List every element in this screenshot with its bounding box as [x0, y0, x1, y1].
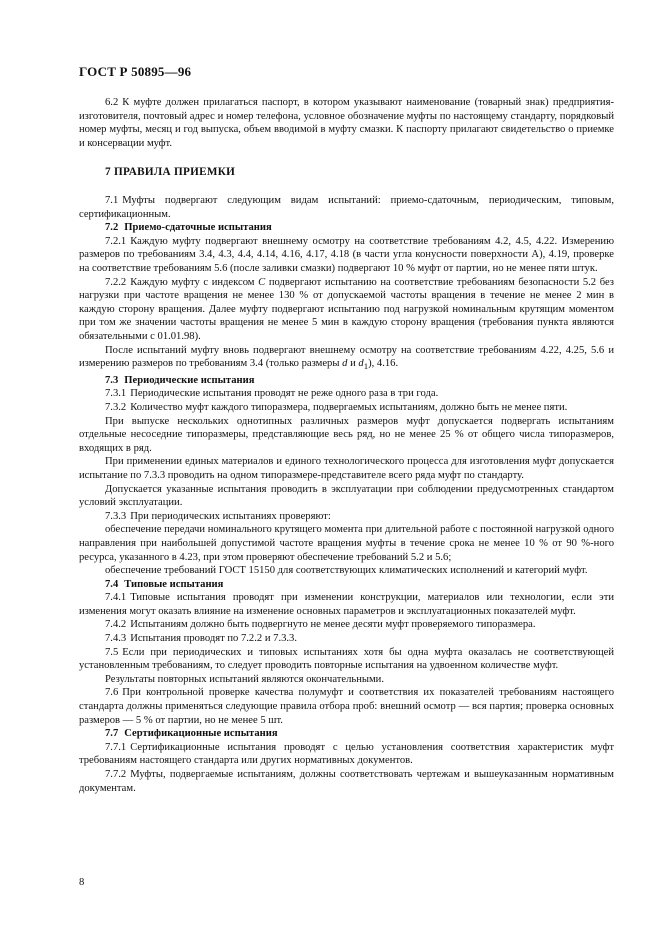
section-heading: 7 ПРАВИЛА ПРИЕМКИ — [105, 166, 236, 179]
paragraph-text: При контрольной проверке качества полумуфт и соответствия их показателей требованиям настоящего стандарта должны применяться следующие правила отбора проб: внешний осмотр — вся партия; проверка основных размеров — 5 % от партии, но не менее 5 шт. — [79, 687, 614, 726]
paragraph-number: 7.3.2 — [105, 401, 127, 413]
paragraph-text: Сертификационные испытания проводят с целью установления соответствия характеристик муфт требованиям настоящего стандарта или других нормативных документов. — [79, 741, 614, 767]
paragraph-7-5 — [79, 646, 614, 673]
paragraph-number: 7.4.3 — [105, 633, 127, 645]
paragraph-7-3-1 — [79, 387, 614, 401]
paragraph-number: 7.4.2 — [105, 619, 127, 631]
subsection-number: 7.3 — [105, 374, 119, 386]
paragraph-7-3-2-c: При применении единых материалов и единого технологического процесса для изготовления муфт допускается испытание по 7.3.3 проводить на одном типоразмере-представителе всего ряда муфт по стандарту. — [79, 456, 614, 481]
subsection-heading-7-4 — [79, 578, 614, 592]
paragraph-number: 7.1 — [105, 194, 119, 206]
document-header: ГОСТ Р 50895—96 — [79, 64, 192, 79]
paragraph-text: Испытания проводят по 7.2.2 и 7.3.3. — [130, 633, 297, 645]
paragraph-text: Муфты подвергают следующим видам испытаний: приемо-сдаточным, периодическим, типовым, сертификационным. — [79, 194, 614, 220]
conjunction: и — [347, 358, 359, 370]
paragraph-7-3-2 — [79, 401, 614, 415]
paragraph-7-7-2 — [79, 768, 614, 795]
paragraph-7-2-1 — [79, 235, 614, 276]
subsection-number: 7.7 — [105, 728, 119, 740]
paragraph-number: 7.4.1 — [105, 592, 127, 604]
paragraph-6-2 — [79, 96, 614, 150]
paragraph-number: 6.2 — [105, 97, 119, 108]
paragraph-number: 7.2.1 — [105, 235, 127, 247]
paragraph-number: 7.3.1 — [105, 388, 127, 400]
paragraph-text-a: Каждую муфту с индексом — [130, 276, 259, 288]
paragraph-text: Количество муфт каждого типоразмера, подвергаемых испытаниям, должно быть не менее пяти. — [130, 401, 568, 413]
paragraph-7-4-3 — [79, 632, 614, 646]
subsection-heading-7-7 — [79, 727, 614, 741]
paragraph-number: 7.2.2 — [105, 276, 127, 288]
paragraph-7-6 — [79, 686, 614, 727]
subsection-title: Типовые испытания — [124, 578, 224, 590]
subsection-heading-7-3 — [79, 374, 614, 388]
paragraph-text-b: ), 4.16. — [368, 358, 399, 370]
paragraph-number: 7.6 — [105, 687, 119, 699]
subsection-number: 7.2 — [105, 222, 119, 234]
dimension-d1-subscript: 1 — [363, 361, 369, 372]
subsection-title: Сертификационные испытания — [124, 728, 278, 740]
paragraph-text: Если при периодических и типовых испытаниях хотя бы одна муфта оказалась не соответствующей установленным требованиям, то следует проводить повторные испытания на удвоенном количестве муфт. — [79, 646, 614, 672]
index-letter: С — [258, 276, 266, 288]
paragraph-text: Периодические испытания проводят не реже одного раза в три года. — [130, 388, 439, 400]
paragraph-7-2-2 — [79, 276, 614, 344]
subsection-number: 7.4 — [105, 578, 119, 590]
paragraph-text-b: подвергают испытанию на соответствие требованиям безопасности 5.2 без нагрузки при частоте вращения не менее 130 % от допускаемой частоты вращения в течение не менее 2 мин в каждую сторону вращения. Далее муфту подвергают испытанию под нагрузкой номинальным крутящим моментом при том же значении частоты вращения не менее 5 мин в каждую сторону вращения (требования пункта являются обязательными с 01.01.98). — [79, 276, 614, 342]
paragraph-7-3-2-b: При выпуске нескольких однотипных различных размеров муфт допускается подвергать испытаниям отдельные несоседние типоразмеры, представляющие весь ряд, но не менее 25 % от общего числа типоразмеров, входящих в ряд. — [79, 415, 614, 454]
page-number: 8 — [79, 877, 85, 888]
paragraph-number: 7.3.3 — [105, 510, 127, 522]
paragraph-text: Каждую муфту подвергают внешнему осмотру на соответствие требованиям 4.2, 4.5, 4.22. Измерению размеров по требованиям 3.4, 4.3, 4.4, 4.14, 4.16, 4.17, 4.18 (в части угла конусности поверхности А), 4.19, проверке на соответствие требованиям 5.6 (после заливки смазки) подвергают 10 % муфт от партии, но не менее пяти штук. — [79, 235, 614, 274]
paragraph-7-3-3-a: обеспечение передачи номинального крутящего момента при длительной работе с постоянной нагрузкой одного направления при наибольшей допустимой частоте вращения муфты в течение срока не менее 10 % от 90 %-ного ресурса, указанного в 4.23, при этом проверяют обеспечение требований 5.2 и 5.6; — [79, 524, 614, 563]
paragraph-text: Испытаниям должно быть подвергнуто не менее десяти муфт проверяемого типоразмера. — [130, 619, 536, 631]
paragraph-text: К муфте должен прилагаться паспорт, в котором указывают наименование (товарный знак) предприятия-изготовителя, почтовый адрес и номер телефона, условное обозначение муфты по настоящему стандарту, порядковый номер муфты, месяц и год выпуска, объем вводимой в муфту смазки. К паспорту прилагают свидетельство о приемке и консервации муфт. — [79, 97, 614, 149]
paragraph-7-3-3 — [79, 510, 614, 524]
subsection-title: Периодические испытания — [124, 374, 255, 386]
dimension-d: d — [342, 358, 348, 370]
document-body — [79, 96, 614, 795]
paragraph-7-1 — [79, 194, 614, 221]
paragraph-after-tests — [79, 344, 614, 374]
paragraph-text-a: После испытаний муфту вновь подвергают внешнему осмотру на соответствие требованиям 4.22, 4.25, 5.6 и измерению размеров по требованиям 3.4 (только размеры — [79, 344, 614, 370]
paragraph-7-3-2-d: Допускается указанные испытания проводить в эксплуатации при соблюдении предусмотренных стандартом условий эксплуатации. — [79, 483, 614, 509]
paragraph-number: 7.5 — [105, 646, 119, 658]
dimension-d1: d — [358, 358, 364, 370]
paragraph-7-5-b: Результаты повторных испытаний являются окончательными. — [105, 673, 385, 685]
paragraph-7-7-1 — [79, 741, 614, 768]
paragraph-text: Типовые испытания проводят при изменении конструкции, материалов или технологии, если эти изменения могут оказать влияние на изменение основных параметров и эксплуатационных показателей муфт. — [79, 592, 614, 617]
paragraph-text: Муфты, подвергаемые испытаниям, должны соответствовать чертежам и вышеуказанным нормативным документам. — [79, 769, 614, 794]
paragraph-number: 7.7.1 — [105, 741, 127, 753]
paragraph-7-3-3-b: обеспечение требований ГОСТ 15150 для соответствующих климатических исполнений и категорий муфт. — [105, 565, 588, 577]
paragraph-7-4-1 — [79, 591, 614, 618]
paragraph-number: 7.7.2 — [105, 769, 127, 781]
paragraph-7-4-2 — [79, 618, 614, 632]
subsection-heading-7-2 — [79, 221, 614, 235]
subsection-title: Приемо-сдаточные испытания — [124, 222, 272, 234]
paragraph-text: При периодических испытаниях проверяют: — [130, 510, 331, 522]
